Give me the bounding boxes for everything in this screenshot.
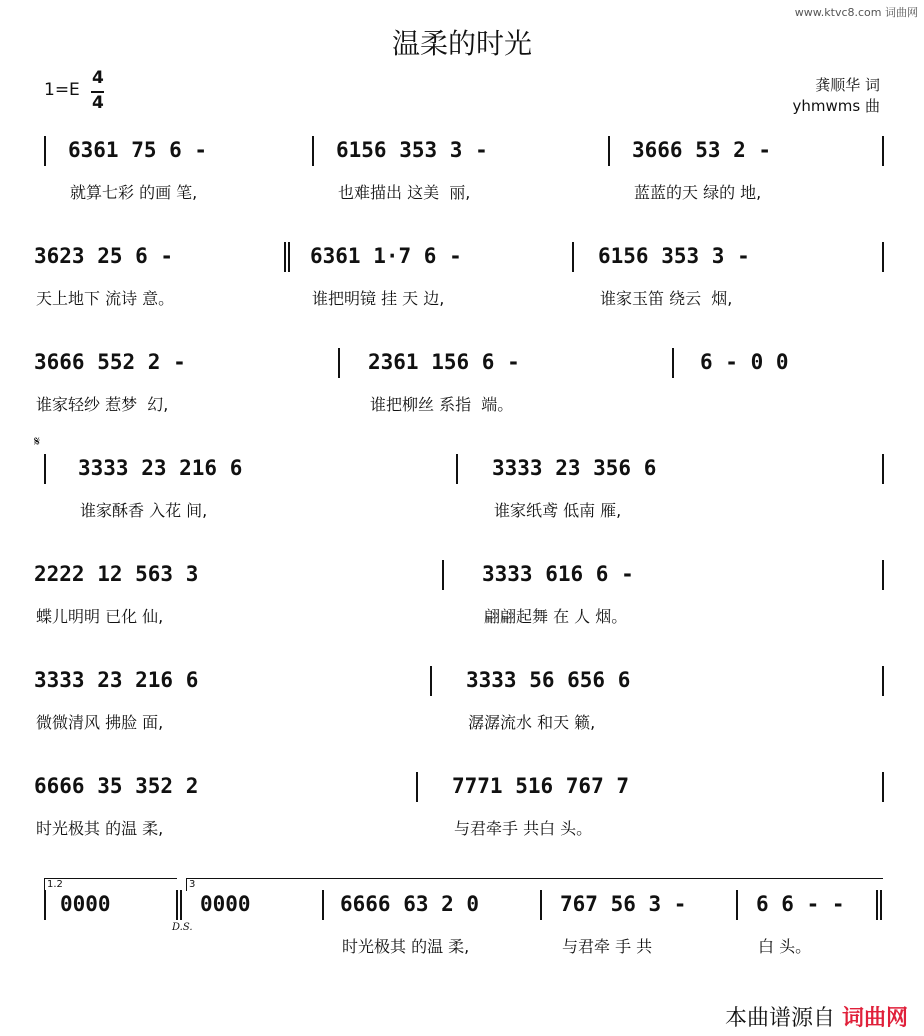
lyric-group: 谁家玉笛 绕云 烟,	[600, 289, 733, 308]
note-group: 6361 1·7 6 -	[310, 244, 462, 268]
composer-credit: yhmwms 曲	[792, 97, 880, 115]
bar-line	[882, 242, 884, 272]
bar-line	[288, 242, 290, 272]
note-group: 6 6 - -	[756, 892, 845, 916]
bar-line	[882, 560, 884, 590]
lyric-group: 与君牵 手 共	[562, 937, 653, 956]
footer-prefix: 本曲谱源自	[724, 1006, 835, 1031]
lyricist-credit: 龚顺华 词	[815, 76, 880, 94]
footer-site: 词曲网	[841, 1006, 908, 1031]
time-signature-bottom: 4	[92, 93, 104, 113]
segno-mark: 𝄋	[34, 434, 41, 450]
note-group: 6156 353 3 -	[336, 138, 488, 162]
lyric-group: 潺潺流水 和天 籁,	[468, 713, 596, 732]
bar-line	[322, 890, 324, 920]
note-group: 7771 516 767 7	[452, 774, 630, 798]
note-group: 2222 12 563 3	[34, 562, 199, 586]
volta-second-label: 3	[189, 879, 196, 890]
note-group: 767 56 3 -	[560, 892, 687, 916]
lyric-group: 与君牵手 共白 头。	[454, 819, 593, 838]
time-signature-top: 4	[92, 68, 104, 88]
note-group: 0000	[200, 892, 251, 916]
ds-mark: D.S.	[172, 922, 193, 933]
note-group: 6156 353 3 -	[598, 244, 750, 268]
lyric-group: 谁把明镜 挂 天 边,	[312, 289, 445, 308]
bar-line	[880, 890, 882, 920]
note-group: 6361 75 6 -	[68, 138, 208, 162]
footer-source	[725, 1001, 908, 1032]
note-group: 2361 156 6 -	[368, 350, 520, 374]
note-group: 0000	[60, 892, 111, 916]
key-signature: 1=E	[44, 80, 80, 100]
note-group: 3333 23 216 6	[34, 668, 199, 692]
note-group: 3333 616 6 -	[482, 562, 634, 586]
note-group: 3333 23 356 6	[492, 456, 657, 480]
page-title: 温柔的时光	[391, 27, 532, 60]
bar-line	[180, 890, 182, 920]
lyric-group: 天上地下 流诗 意。	[36, 289, 175, 308]
note-group: 3666 53 2 -	[632, 138, 772, 162]
note-group: 6666 35 352 2	[34, 774, 199, 798]
bar-line	[882, 454, 884, 484]
bar-line	[456, 454, 458, 484]
note-group: 3333 23 216 6	[78, 456, 243, 480]
lyric-group: 谁家纸鸢 低南 雁,	[494, 501, 622, 520]
note-group: 3666 552 2 -	[34, 350, 186, 374]
bar-line	[284, 242, 286, 272]
bar-line	[44, 890, 46, 920]
lyric-group: 白 头。	[758, 937, 812, 956]
bar-line	[442, 560, 444, 590]
bar-line	[44, 136, 46, 166]
bar-line	[176, 890, 178, 920]
bar-line	[44, 454, 46, 484]
lyric-group: 微微清风 拂脸 面,	[36, 713, 164, 732]
bar-line	[608, 136, 610, 166]
note-group: 6 - 0 0	[700, 350, 789, 374]
bar-line	[430, 666, 432, 696]
lyric-group: 谁把柳丝 系指 端。	[370, 395, 514, 414]
lyric-group: 翩翩起舞 在 人 烟。	[484, 607, 628, 626]
bar-line	[416, 772, 418, 802]
note-group: 6666 63 2 0	[340, 892, 480, 916]
bar-line	[572, 242, 574, 272]
bar-line	[672, 348, 674, 378]
bar-line	[882, 666, 884, 696]
note-group: 3333 56 656 6	[466, 668, 631, 692]
bar-line	[882, 136, 884, 166]
lyric-group: 蝶儿明明 已化 仙,	[36, 607, 164, 626]
bar-line	[338, 348, 340, 378]
bar-line	[312, 136, 314, 166]
lyric-group: 也难描出 这美 丽,	[338, 183, 471, 202]
lyric-group: 就算七彩 的画 笔,	[70, 183, 198, 202]
bar-line	[876, 890, 878, 920]
watermark: www.ktvc8.com 词曲网	[794, 6, 918, 19]
bar-line	[882, 772, 884, 802]
note-group: 3623 25 6 -	[34, 244, 174, 268]
volta-first-label: 1.2	[47, 879, 63, 890]
lyric-group: 蓝蓝的天 绿的 地,	[634, 183, 762, 202]
lyric-group: 谁家轻纱 惹梦 幻,	[36, 395, 169, 414]
lyric-group: 时光极其 的温 柔,	[36, 819, 164, 838]
bar-line	[540, 890, 542, 920]
bar-line	[736, 890, 738, 920]
lyric-group: 谁家酥香 入花 间,	[80, 501, 208, 520]
lyric-group: 时光极其 的温 柔,	[342, 937, 470, 956]
